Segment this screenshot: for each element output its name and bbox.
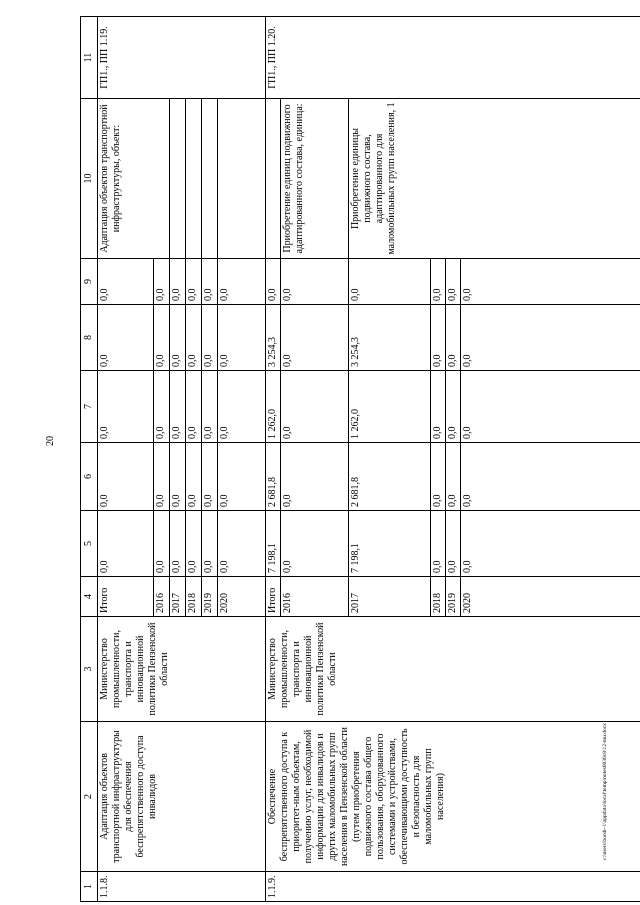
value-cell: 2 681,8 <box>266 443 281 511</box>
value-cell: 0,0 <box>446 371 461 443</box>
value-cell: 0,0 <box>281 371 349 443</box>
year-cell: 2020 <box>461 577 640 617</box>
measure-executor: Министерство промышленности, транспорта и инновационной политики Пензенской области <box>98 617 266 722</box>
column-header: 3 <box>81 617 98 722</box>
value-cell: 0,0 <box>461 371 640 443</box>
value-cell: 0,0 <box>186 443 202 511</box>
value-cell: 0,0 <box>98 259 154 305</box>
year-cell: Итого <box>98 577 154 617</box>
indicator-cell: Приобретение единиц подвижного адаптированного состава, единица: <box>281 99 349 259</box>
value-cell: 0,0 <box>202 305 218 371</box>
value-cell: 0,0 <box>431 371 446 443</box>
column-header: 6 <box>81 443 98 511</box>
column-header: 10 <box>81 99 98 259</box>
year-cell: 2016 <box>154 577 170 617</box>
indicator-cell <box>186 99 202 259</box>
value-cell: 0,0 <box>446 511 461 577</box>
year-cell: 2017 <box>349 577 431 617</box>
year-cell: 2018 <box>186 577 202 617</box>
value-cell: 0,0 <box>154 371 170 443</box>
value-cell: 0,0 <box>218 371 266 443</box>
value-cell: 0,0 <box>266 259 281 305</box>
value-cell: 0,0 <box>98 305 154 371</box>
value-cell: 0,0 <box>461 443 640 511</box>
value-cell: 7 198,1 <box>266 511 281 577</box>
indicator-cell <box>266 99 281 259</box>
column-header: 2 <box>81 722 98 872</box>
table-row <box>98 17 154 902</box>
measure-name: Обеспечение беспрепятственного доступа к приоритет-ным объектам, получению услуг, необходимой информации для инвалидов и других маломобильных групп населения в Пензенской области (путем приобретения подвижного состава общего пользования, оборудованного системами и устройствами, обеспечивающими доступность и безопасность для маломобильных групп населения) <box>266 722 640 872</box>
value-cell: 0,0 <box>461 305 640 371</box>
year-cell: 2019 <box>202 577 218 617</box>
year-cell: 2020 <box>218 577 266 617</box>
code-cell: ГП1., ПП 1.20. <box>266 17 640 99</box>
measure-executor: Министерство промышленности, транспорта и инновационной политики Пензенской области <box>266 617 640 722</box>
value-cell: 0,0 <box>170 511 186 577</box>
indicator-cell <box>202 99 218 259</box>
value-cell: 0,0 <box>281 305 349 371</box>
value-cell: 0,0 <box>431 259 446 305</box>
value-cell: 0,0 <box>202 259 218 305</box>
year-cell: Итого <box>266 577 281 617</box>
value-cell: 0,0 <box>431 511 446 577</box>
value-cell: 0,0 <box>186 511 202 577</box>
value-cell: 0,0 <box>154 305 170 371</box>
value-cell: 1 262,0 <box>266 371 281 443</box>
indicator-cell <box>218 99 266 259</box>
value-cell: 0,0 <box>218 259 266 305</box>
value-cell: 0,0 <box>446 305 461 371</box>
value-cell: 0,0 <box>202 443 218 511</box>
column-header: 7 <box>81 371 98 443</box>
value-cell: 0,0 <box>186 371 202 443</box>
header-row <box>81 17 98 902</box>
file-path-footer: c:\users\borsh~1\appdata\local\temp\notes6030c8\12-mu.docx <box>602 723 608 860</box>
value-cell: 0,0 <box>446 443 461 511</box>
value-cell: 0,0 <box>154 511 170 577</box>
measure-number: 1.1.9. <box>266 872 640 902</box>
column-header: 9 <box>81 259 98 305</box>
year-cell: 2019 <box>446 577 461 617</box>
value-cell: 0,0 <box>154 259 170 305</box>
column-header: 1 <box>81 872 98 902</box>
measure-name: Адаптация объектов транспортной инфраструктуры для обеспечения беспрепятственного доступа инвалидов <box>98 722 266 872</box>
value-cell: 0,0 <box>98 443 154 511</box>
year-cell: 2018 <box>431 577 446 617</box>
value-cell: 2 681,8 <box>349 443 431 511</box>
value-cell: 0,0 <box>98 511 154 577</box>
value-cell: 0,0 <box>218 511 266 577</box>
measure-number: 1.1.8. <box>98 872 266 902</box>
year-cell: 2017 <box>170 577 186 617</box>
value-cell: 0,0 <box>431 443 446 511</box>
value-cell: 0,0 <box>281 259 349 305</box>
value-cell: 0,0 <box>170 259 186 305</box>
column-header: 11 <box>81 17 98 99</box>
value-cell: 0,0 <box>98 371 154 443</box>
value-cell: 0,0 <box>186 259 202 305</box>
indicator-cell: Приобретение единицы подвижного состава, адаптированного для маломобильных групп населения, 1 <box>349 99 640 259</box>
indicator-cell <box>170 99 186 259</box>
value-cell: 0,0 <box>349 259 431 305</box>
value-cell: 1 262,0 <box>349 371 431 443</box>
program-measures-table <box>80 16 640 902</box>
column-header: 8 <box>81 305 98 371</box>
value-cell: 7 198,1 <box>349 511 431 577</box>
value-cell: 0,0 <box>431 305 446 371</box>
value-cell: 0,0 <box>461 259 640 305</box>
value-cell: 0,0 <box>281 511 349 577</box>
indicator-cell: Адаптация объектов транспортной инфраструктуры, объект: <box>98 99 170 259</box>
rotated-table-container <box>80 17 630 902</box>
code-cell: ГП1., ПП 1.19. <box>98 17 266 99</box>
value-cell: 0,0 <box>281 443 349 511</box>
value-cell: 0,0 <box>170 371 186 443</box>
table-row <box>266 17 281 902</box>
value-cell: 0,0 <box>154 443 170 511</box>
value-cell: 0,0 <box>202 511 218 577</box>
page-number: 20 <box>45 436 56 446</box>
value-cell: 0,0 <box>461 511 640 577</box>
value-cell: 0,0 <box>218 443 266 511</box>
value-cell: 0,0 <box>446 259 461 305</box>
column-header: 4 <box>81 577 98 617</box>
value-cell: 0,0 <box>202 371 218 443</box>
value-cell: 0,0 <box>170 443 186 511</box>
value-cell: 3 254,3 <box>349 305 431 371</box>
year-cell: 2016 <box>281 577 349 617</box>
value-cell: 3 254,3 <box>266 305 281 371</box>
value-cell: 0,0 <box>186 305 202 371</box>
value-cell: 0,0 <box>170 305 186 371</box>
column-header: 5 <box>81 511 98 577</box>
value-cell: 0,0 <box>218 305 266 371</box>
